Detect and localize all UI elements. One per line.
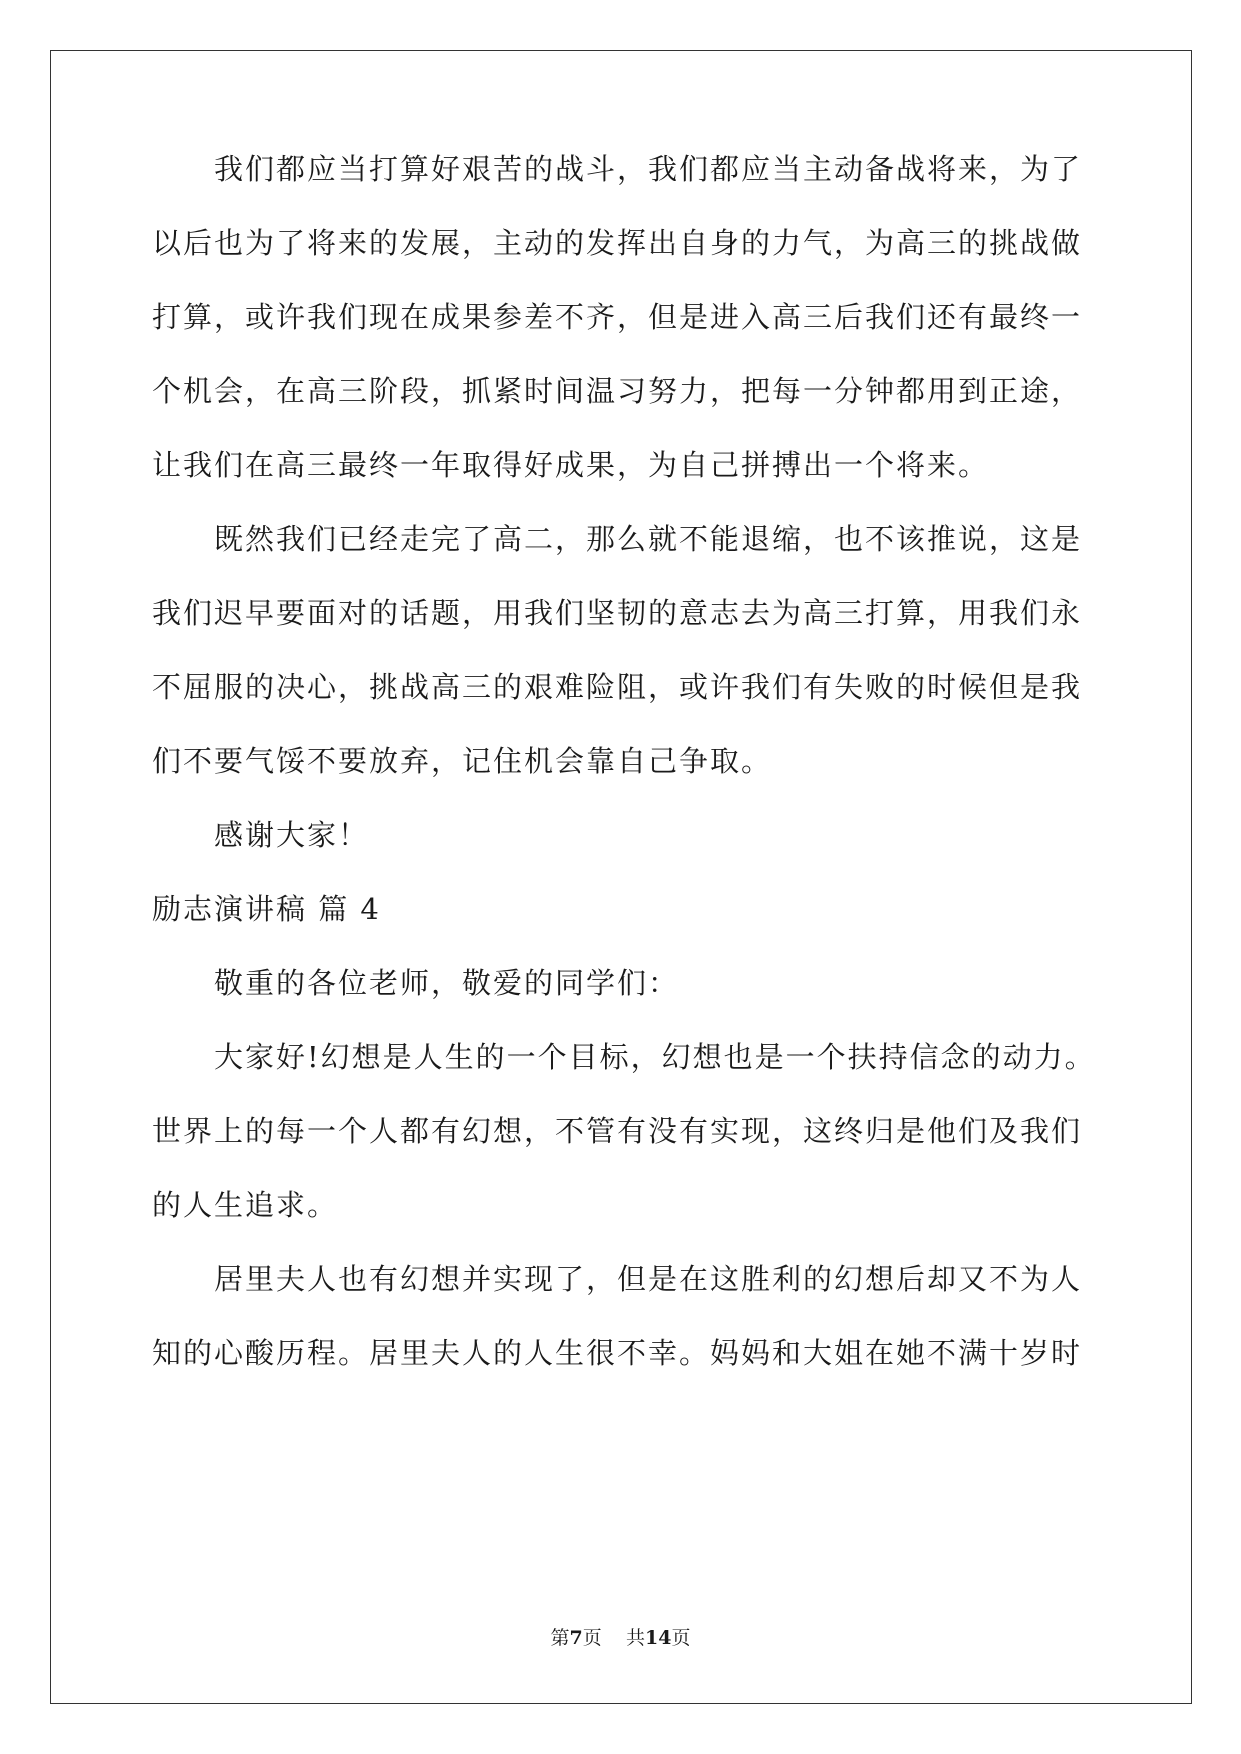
salutation-line: 敬重的各位老师，敬爱的同学们： (214, 966, 680, 1000)
page-number: 7 (569, 1627, 583, 1649)
total-unit: 页 (671, 1627, 691, 1649)
total-pages: 14 (644, 1627, 672, 1649)
body-text-line: 既然我们已经走完了高二，那么就不能退缩，也不该推说，这是 (214, 522, 1083, 556)
body-text-line: 个机会，在高三阶段，抓紧时间温习努力，把每一分钟都用到正途， (152, 374, 1083, 408)
total-prefix: 共 (625, 1627, 645, 1649)
body-text-line: 我们都应当打算好艰苦的战斗，我们都应当主动备战将来，为了 (214, 152, 1083, 186)
section-heading: 励志演讲稿 篇 4 (152, 892, 381, 926)
body-text-line: 不屈服的决心，挑战高三的艰难险阻，或许我们有失败的时候但是我 (152, 670, 1083, 704)
closing-line: 感谢大家！ (214, 818, 370, 852)
body-text-line: 以后也为了将来的发展，主动的发挥出自身的力气，为高三的挑战做 (152, 226, 1083, 260)
page-unit: 页 (582, 1627, 602, 1649)
page-prefix: 第 (550, 1627, 570, 1649)
body-text-line: 知的心酸历程。居里夫人的人生很不幸。妈妈和大姐在她不满十岁时 (152, 1336, 1083, 1370)
body-text-line: 让我们在高三最终一年取得好成果，为自己拼搏出一个将来。 (152, 448, 990, 482)
body-text-line: 大家好!幻想是人生的一个目标，幻想也是一个扶持信念的动力。 (214, 1040, 1096, 1074)
body-text-line: 的人生追求。 (152, 1188, 339, 1222)
body-text-line: 居里夫人也有幻想并实现了，但是在这胜利的幻想后却又不为人 (214, 1262, 1083, 1296)
body-text-line: 我们迟早要面对的话题，用我们坚韧的意志去为高三打算，用我们永 (152, 596, 1083, 630)
body-text-line: 世界上的每一个人都有幻想，不管有没有实现，这终归是他们及我们 (152, 1114, 1083, 1148)
body-text-line: 们不要气馁不要放弃，记住机会靠自己争取。 (152, 744, 773, 778)
body-text-line: 打算，或许我们现在成果参差不齐，但是进入高三后我们还有最终一 (152, 300, 1083, 334)
page-footer (0, 1626, 1241, 1650)
